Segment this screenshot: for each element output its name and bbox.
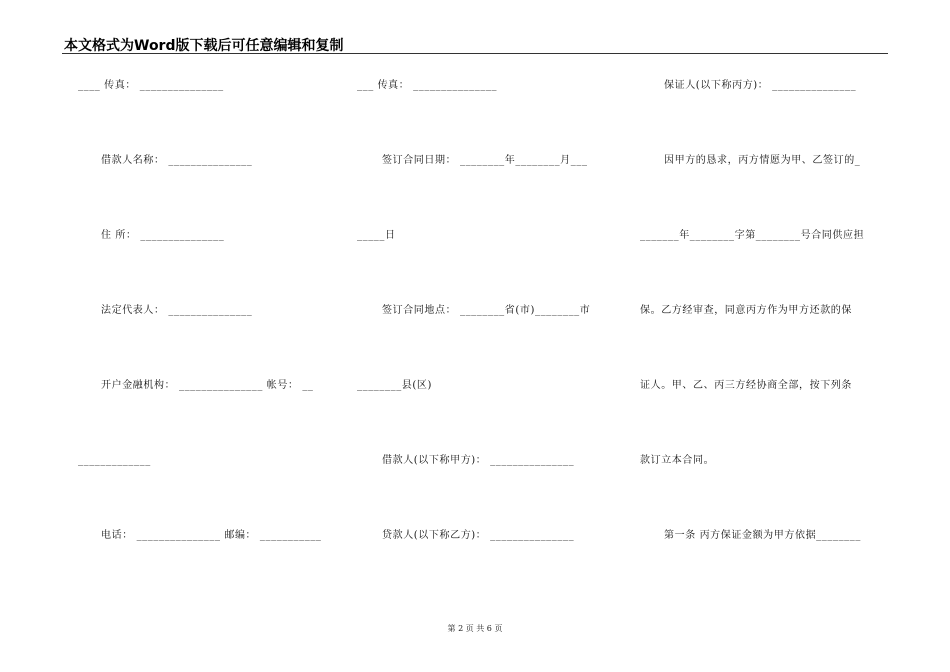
col1-fax-line: ____ 传真： _______________ xyxy=(78,80,224,91)
col1-bank-account-line: 开户金融机构： _______________ 帐号： __ xyxy=(101,380,314,391)
col1-address-line: 住 所： _______________ xyxy=(101,230,225,241)
col2-lender-line: 贷款人(以下称乙方)： _______________ xyxy=(382,530,575,541)
col2-borrower-line: 借款人(以下称甲方)： _______________ xyxy=(382,455,575,466)
col3-paragraph-line-1: 因甲方的恳求，丙方情愿为甲、乙签订的_ xyxy=(664,155,861,166)
col3-article-one-line: 第一条 丙方保证金额为甲方依据________ xyxy=(664,530,861,541)
col3-guarantor-line: 保证人(以下称丙方)： _______________ xyxy=(664,80,857,91)
col1-phone-postcode-line: 电话： _______________ 邮编： ___________ xyxy=(101,530,322,541)
document-header-title: 本文格式为Word版下载后可任意编辑和复制 xyxy=(64,38,344,54)
header-divider xyxy=(62,53,888,54)
col2-contract-place-line: 签订合同地点： ________省(市)________市 xyxy=(382,305,591,316)
col3-paragraph-line-4: 证人。甲、乙、丙三方经协商全部，按下列条 xyxy=(640,380,852,391)
col1-borrower-name-line: 借款人名称： _______________ xyxy=(101,155,253,166)
col3-paragraph-line-2: _______年________字第________号合同供应担 xyxy=(640,230,865,241)
col3-paragraph-line-3: 保。乙方经审查，同意丙方作为甲方还款的保 xyxy=(640,305,852,316)
col2-place-continuation-line: ________县(区) xyxy=(357,380,433,391)
col2-contract-date-line: 签订合同日期： ________年________月___ xyxy=(382,155,588,166)
col1-account-continuation-line: _____________ xyxy=(78,455,151,466)
col3-paragraph-line-5: 款订立本合同。 xyxy=(640,455,715,466)
col2-fax-line: ___ 传真： _______________ xyxy=(357,80,498,91)
page-number: 第 2 页 共 6 页 xyxy=(447,624,503,633)
col2-date-continuation-line: _____日 xyxy=(357,230,396,241)
col1-legal-rep-line: 法定代表人： _______________ xyxy=(101,305,253,316)
